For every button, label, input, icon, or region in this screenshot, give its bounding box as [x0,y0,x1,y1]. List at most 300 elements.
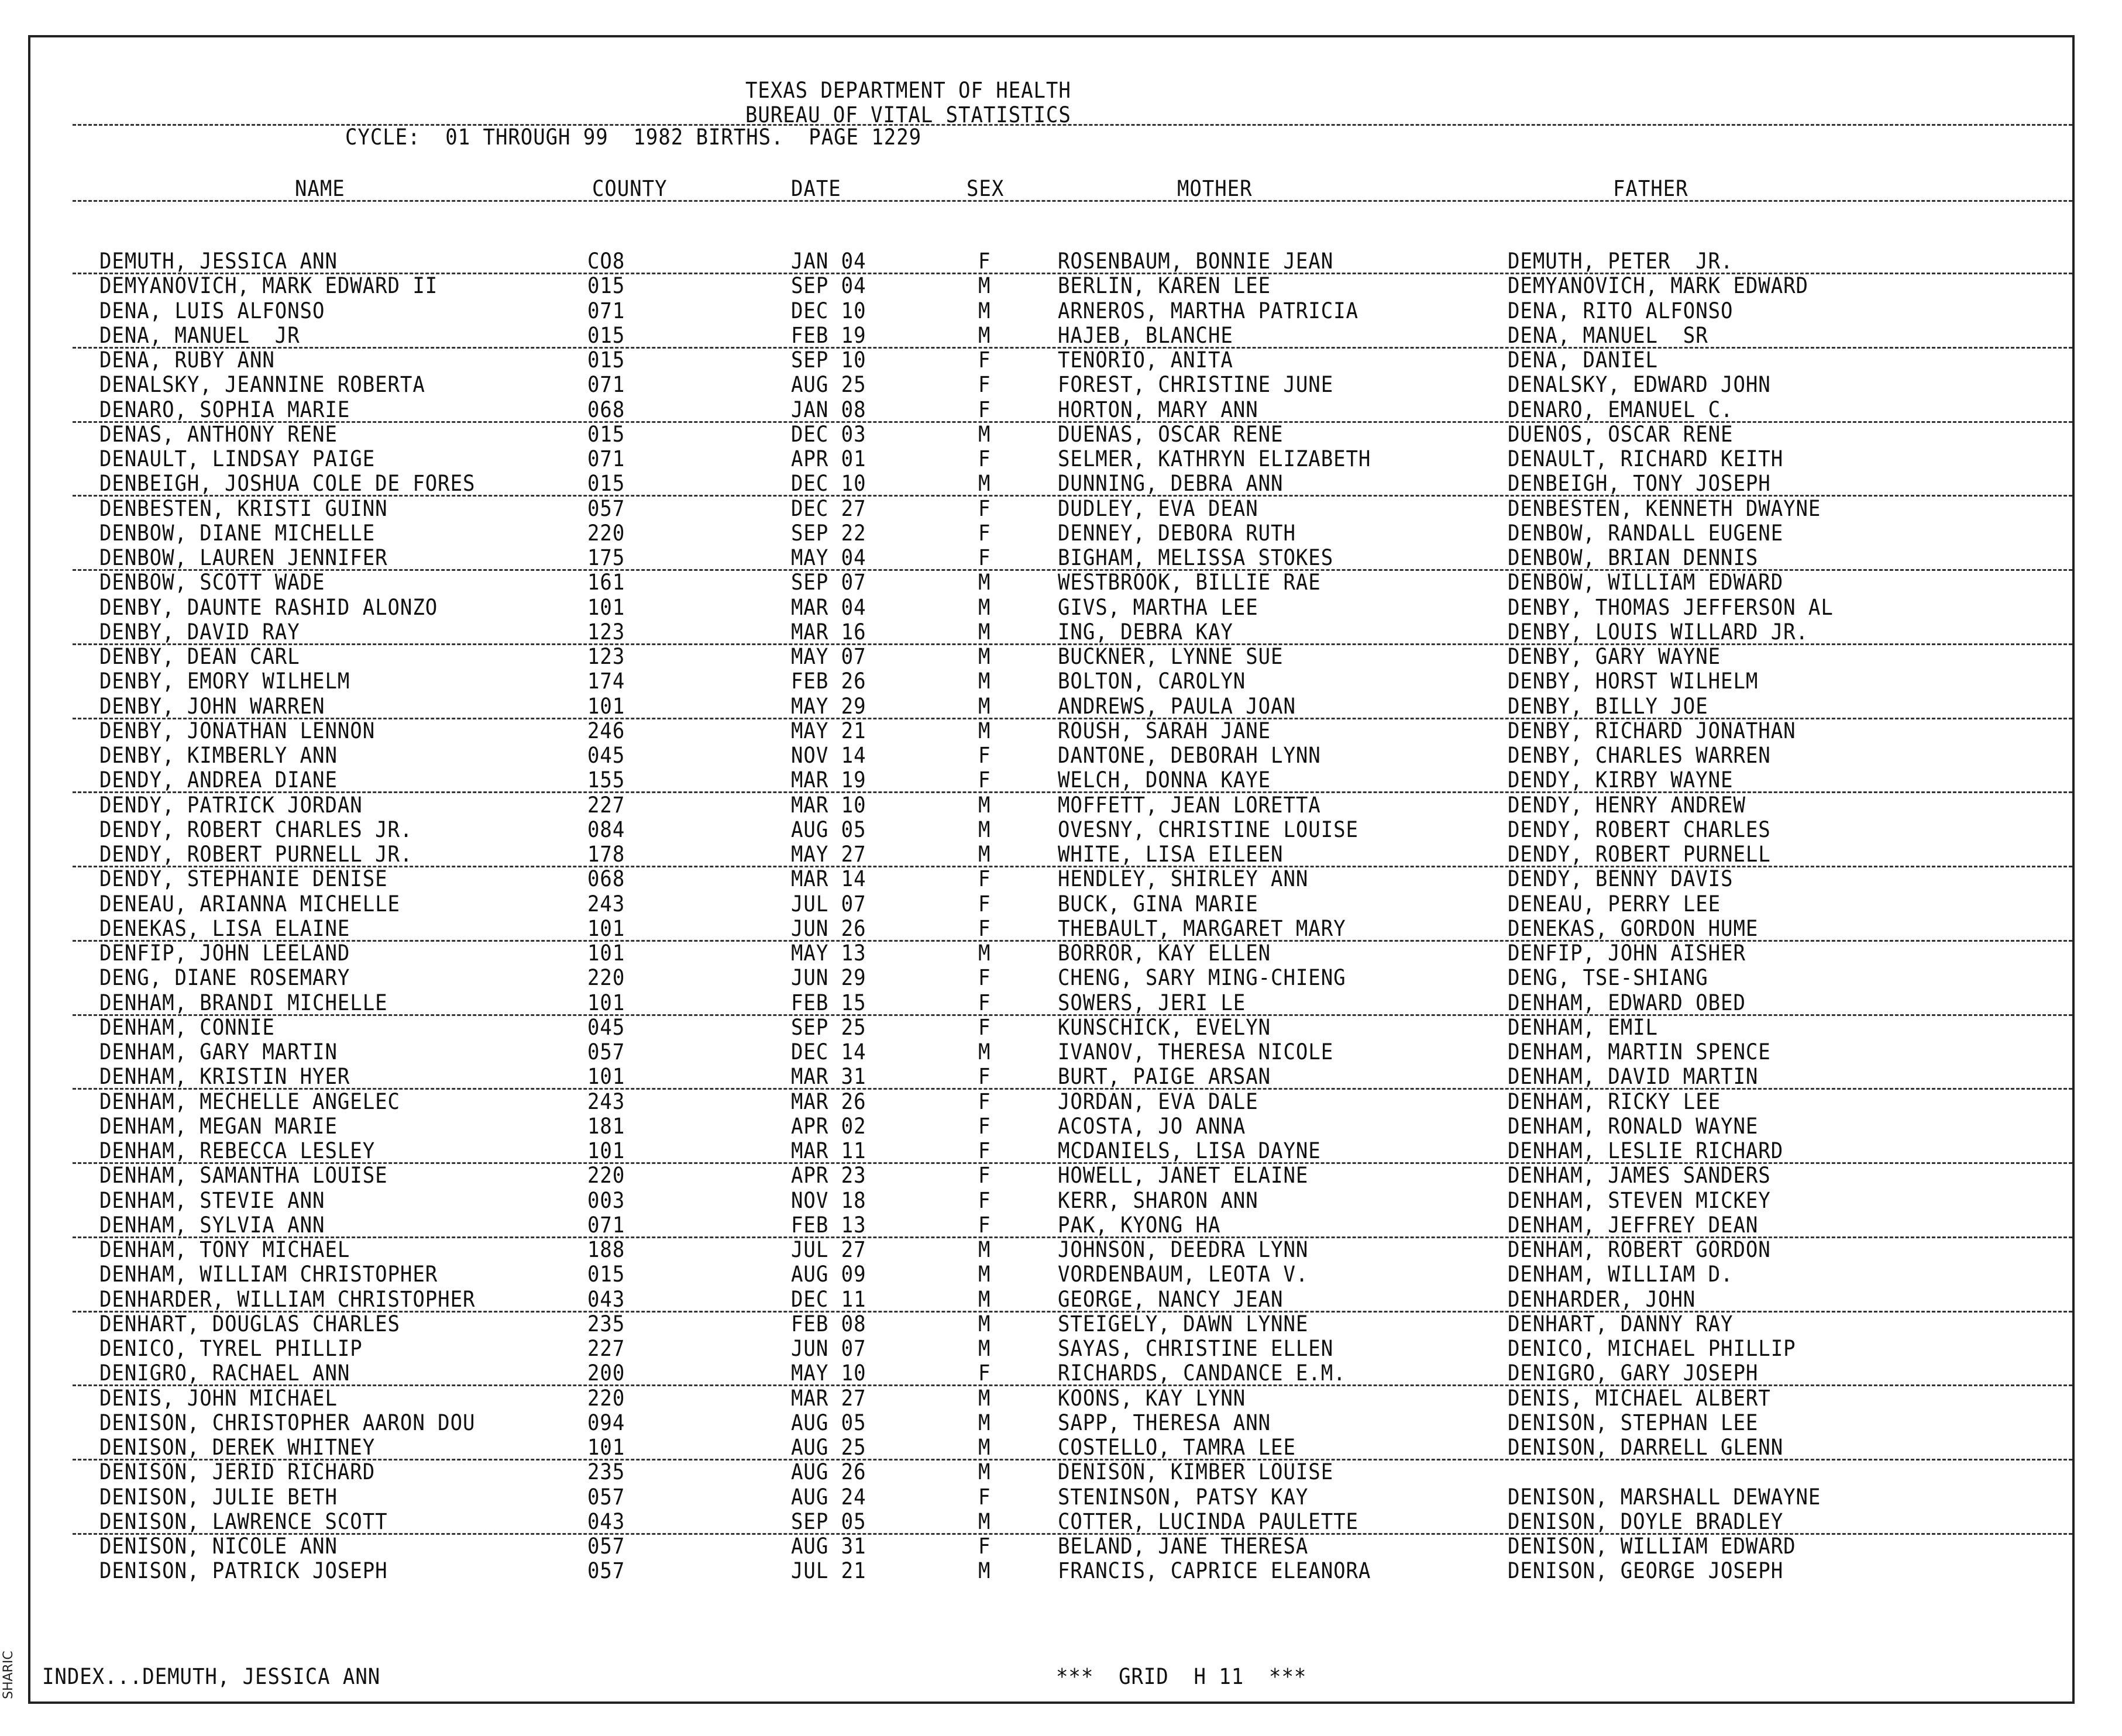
cell-date: JUL 27 [791,1237,866,1262]
cell-father: DENDY, ROBERT PURNELL [1508,842,1771,867]
cell-name: DENDY, ROBERT CHARLES JR. [99,817,413,842]
cell-sex: F [978,545,991,570]
cell-date: MAR 31 [791,1064,866,1090]
row-separator-rule [73,1533,2072,1535]
table-row [30,1534,2072,1559]
table-row [30,348,2072,373]
table-row [30,373,2072,397]
table-row [30,570,2072,595]
cell-sex: M [978,693,991,719]
table-row [30,1163,2072,1188]
cell-date: DEC 27 [791,495,866,521]
cell-name: DENDY, ROBERT PURNELL JR. [99,842,413,867]
cell-date: MAR 11 [791,1138,866,1163]
cell-sex: M [978,817,991,842]
cell-sex: F [978,1212,991,1238]
cell-date: MAY 27 [791,842,866,867]
cell-father: DENISON, DARRELL GLENN [1508,1435,1784,1460]
cell-date: MAR 26 [791,1089,866,1114]
cell-father: DENA, DANIEL [1508,347,1658,373]
cell-mother: BURT, PAIGE ARSAN [1058,1064,1271,1090]
cell-mother: DUNNING, DEBRA ANN [1058,471,1284,497]
cell-father: DENHAM, EDWARD OBED [1508,990,1746,1015]
cell-sex: F [978,866,991,892]
cell-date: FEB 08 [791,1311,866,1337]
cell-mother: SAPP, THERESA ANN [1058,1410,1271,1435]
table-row [30,669,2072,694]
cell-name: DENISON, JULIE BETH [99,1484,338,1510]
cell-mother: IVANOV, THERESA NICOLE [1058,1039,1334,1065]
cell-mother: GIVS, MARTHA LEE [1058,594,1258,620]
cell-father: DUENOS, OSCAR RENE [1508,421,1734,447]
table-row [30,1361,2072,1386]
cell-county: 015 [587,471,625,497]
table-row [30,398,2072,422]
cell-sex: F [978,1113,991,1139]
cell-sex: M [978,298,991,323]
table-row [30,1090,2072,1114]
cell-date: FEB 13 [791,1212,866,1238]
cell-name: DENBY, JONATHAN LENNON [99,718,376,743]
cell-mother: ROUSH, SARAH JANE [1058,718,1271,743]
cell-mother: KERR, SHARON ANN [1058,1187,1258,1213]
cell-county: 057 [587,495,625,521]
cell-mother: DUENAS, OSCAR RENE [1058,421,1284,447]
cell-mother: SAYAS, CHRISTINE ELLEN [1058,1336,1334,1361]
cell-date: SEP 25 [791,1014,866,1040]
cell-sex: M [978,273,991,299]
cell-date: AUG 31 [791,1534,866,1559]
cell-date: AUG 05 [791,817,866,842]
cell-father: DENDY, ROBERT CHARLES [1508,817,1771,842]
cell-date: SEP 10 [791,347,866,373]
cell-sex: F [978,1138,991,1163]
cell-date: MAY 13 [791,941,866,966]
cell-name: DENHAM, SYLVIA ANN [99,1212,325,1238]
row-separator-rule [73,273,2072,274]
cell-mother: SOWERS, JERI LE [1058,990,1246,1015]
cell-county: 071 [587,298,625,323]
cell-name: DENA, LUIS ALFONSO [99,298,325,323]
table-row [30,1015,2072,1040]
cell-date: AUG 05 [791,1410,866,1435]
table-row [30,694,2072,719]
cell-name: DENISON, NICOLE ANN [99,1534,338,1559]
cell-name: DENHAM, MECHELLE ANGELEC [99,1089,400,1114]
table-row [30,1312,2072,1337]
table-row [30,1411,2072,1435]
cell-county: 227 [587,792,625,818]
cell-father: DENFIP, JOHN AISHER [1508,941,1746,966]
cell-father: DENA, RITO ALFONSO [1508,298,1734,323]
cell-father: DENBOW, BRIAN DENNIS [1508,545,1759,570]
cell-sex: F [978,891,991,917]
cell-date: MAR 14 [791,866,866,892]
cell-father: DENBOW, WILLIAM EDWARD [1508,570,1784,595]
cell-county: 123 [587,644,625,669]
cell-mother: FRANCIS, CAPRICE ELEANORA [1058,1558,1371,1584]
cell-mother: CHENG, SARY MING-CHIENG [1058,965,1346,991]
table-row [30,546,2072,570]
cell-county: 178 [587,842,625,867]
table-row [30,842,2072,867]
cell-father: DENBY, RICHARD JONATHAN [1508,718,1796,743]
column-header-sex: SEX [967,176,1005,201]
cell-county: 057 [587,1039,625,1065]
row-separator-rule [73,1459,2072,1461]
column-header-name: NAME [295,176,345,201]
cell-county: 003 [587,1187,625,1213]
cell-sex: M [978,792,991,818]
cell-name: DENBESTEN, KRISTI GUINN [99,495,388,521]
cell-date: MAY 04 [791,545,866,570]
table-row [30,1040,2072,1065]
cell-name: DENIGRO, RACHAEL ANN [99,1360,350,1386]
table-row [30,1065,2072,1089]
cell-sex: F [978,1089,991,1114]
table-row [30,471,2072,496]
cell-sex: F [978,965,991,991]
row-separator-rule [73,495,2072,497]
cell-sex: M [978,1237,991,1262]
cell-date: APR 02 [791,1113,866,1139]
cell-sex: F [978,1534,991,1559]
table-row [30,941,2072,966]
cell-county: 123 [587,619,625,645]
cell-sex: M [978,594,991,620]
cell-county: 101 [587,1138,625,1163]
cell-father: DENBY, THOMAS JEFFERSON AL [1508,594,1834,620]
cell-date: JUN 07 [791,1336,866,1361]
cell-county: 015 [587,1262,625,1287]
cell-sex: M [978,1459,991,1485]
cell-name: DENHAM, BRANDI MICHELLE [99,990,388,1015]
row-separator-rule [73,1088,2072,1090]
cell-mother: WESTBROOK, BILLIE RAE [1058,570,1321,595]
cell-date: AUG 25 [791,372,866,398]
cell-mother: GEORGE, NANCY JEAN [1058,1286,1284,1312]
cell-mother: HENDLEY, SHIRLEY ANN [1058,866,1309,892]
cell-father: DENICO, MICHAEL PHILLIP [1508,1336,1796,1361]
cell-sex: M [978,1558,991,1584]
cell-date: MAR 04 [791,594,866,620]
cell-county: 235 [587,1311,625,1337]
cell-mother: COSTELLO, TAMRA LEE [1058,1435,1296,1460]
cell-county: 220 [587,965,625,991]
cell-county: 101 [587,1435,625,1460]
cell-county: 084 [587,817,625,842]
cell-father: DENHAM, JEFFREY DEAN [1508,1212,1759,1238]
table-row [30,917,2072,941]
cell-father: DENBY, LOUIS WILLARD JR. [1508,619,1808,645]
cell-father: DENHAM, RICKY LEE [1508,1089,1721,1114]
cell-county: 068 [587,397,625,422]
table-row [30,595,2072,620]
cell-name: DENBEIGH, JOSHUA COLE DE FORES [99,471,476,497]
table-row [30,1139,2072,1163]
cell-date: AUG 25 [791,1435,866,1460]
cell-sex: M [978,1311,991,1337]
cell-mother: DANTONE, DEBORAH LYNN [1058,743,1321,768]
table-row [30,1287,2072,1312]
table-row [30,323,2072,348]
cell-sex: F [978,249,991,274]
cell-date: MAY 29 [791,693,866,719]
cell-mother: ING, DEBRA KAY [1058,619,1233,645]
cell-sex: F [978,1064,991,1090]
table-row [30,1189,2072,1213]
cell-date: SEP 07 [791,570,866,595]
cell-mother: DENISON, KIMBER LOUISE [1058,1459,1334,1485]
cell-sex: M [978,619,991,645]
cell-father: DENISON, GEORGE JOSEPH [1508,1558,1784,1584]
cell-county: 071 [587,372,625,398]
cell-sex: F [978,743,991,768]
cell-mother: HORTON, MARY ANN [1058,397,1258,422]
cell-county: 220 [587,1163,625,1189]
cell-sex: F [978,347,991,373]
cell-county: 235 [587,1459,625,1485]
cycle-line: CYCLE: 01 THROUGH 99 1982 BIRTHS. PAGE 1229 [345,125,922,150]
cell-mother: VORDENBAUM, LEOTA V. [1058,1262,1309,1287]
cell-name: DENAULT, LINDSAY PAIGE [99,446,376,471]
cell-date: DEC 10 [791,471,866,497]
cell-county: 015 [587,273,625,299]
cell-date: MAY 10 [791,1360,866,1386]
cell-mother: ACOSTA, JO ANNA [1058,1113,1246,1139]
cell-date: AUG 26 [791,1459,866,1485]
cell-father: DENARO, EMANUEL C. [1508,397,1734,422]
cell-mother: STENINSON, PATSY KAY [1058,1484,1309,1510]
cell-sex: M [978,1435,991,1460]
cell-father: DENHAM, ROBERT GORDON [1508,1237,1771,1262]
cell-mother: BOLTON, CAROLYN [1058,669,1246,694]
cell-name: DENALSKY, JEANNINE ROBERTA [99,372,425,398]
cell-father: DENHAM, MARTIN SPENCE [1508,1039,1771,1065]
cell-county: 101 [587,990,625,1015]
cell-father: DENIGRO, GARY JOSEPH [1508,1360,1759,1386]
cell-father: DENBESTEN, KENNETH DWAYNE [1508,495,1821,521]
table-row [30,1337,2072,1361]
cell-county: 220 [587,1385,625,1411]
cell-mother: COTTER, LUCINDA PAULETTE [1058,1508,1359,1534]
document-frame [28,35,2075,1704]
cell-name: DENBOW, SCOTT WADE [99,570,325,595]
row-separator-rule [73,791,2072,793]
column-header-rule [73,200,2072,202]
cell-date: NOV 14 [791,743,866,768]
cell-sex: F [978,1163,991,1189]
table-row [30,497,2072,521]
cell-sex: F [978,990,991,1015]
cell-mother: ROSENBAUM, BONNIE JEAN [1058,249,1334,274]
cell-sex: M [978,1508,991,1534]
table-row [30,867,2072,891]
cell-sex: F [978,1014,991,1040]
cell-mother: ARNEROS, MARTHA PATRICIA [1058,298,1359,323]
cell-mother: FOREST, CHRISTINE JUNE [1058,372,1334,398]
cell-father: DENHAM, STEVEN MICKEY [1508,1187,1771,1213]
cell-mother: TENORIO, ANITA [1058,347,1233,373]
cell-name: DENHAM, WILLIAM CHRISTOPHER [99,1262,438,1287]
cell-name: DENISON, LAWRENCE SCOTT [99,1508,388,1534]
cell-sex: M [978,322,991,348]
cell-father: DENBEIGH, TONY JOSEPH [1508,471,1771,497]
table-row [30,768,2072,793]
cell-county: 246 [587,718,625,743]
cell-county: 043 [587,1508,625,1534]
cell-sex: F [978,1484,991,1510]
cell-name: DENHART, DOUGLAS CHARLES [99,1311,400,1337]
cell-father: DENHARDER, JOHN [1508,1286,1696,1312]
footer-index: INDEX...DEMUTH, JESSICA ANN [42,1664,381,1689]
cell-name: DEMYANOVICH, MARK EDWARD II [99,273,438,299]
table-row [30,299,2072,323]
cell-name: DENISON, JERID RICHARD [99,1459,376,1485]
cell-father: DENAULT, RICHARD KEITH [1508,446,1784,471]
table-row [30,1238,2072,1262]
cell-father: DENHAM, LESLIE RICHARD [1508,1138,1784,1163]
table-row [30,1114,2072,1139]
cell-father: DENA, MANUEL SR [1508,322,1708,348]
cell-date: DEC 10 [791,298,866,323]
cell-county: CO8 [587,249,625,274]
cell-mother: JOHNSON, DEEDRA LYNN [1058,1237,1309,1262]
cell-date: APR 01 [791,446,866,471]
cell-mother: HAJEB, BLANCHE [1058,322,1233,348]
row-separator-rule [73,1384,2072,1386]
cell-father: DENIS, MICHAEL ALBERT [1508,1385,1771,1411]
cell-county: 094 [587,1410,625,1435]
cell-date: APR 23 [791,1163,866,1189]
row-separator-rule [73,347,2072,349]
cell-date: FEB 15 [791,990,866,1015]
cell-sex: M [978,1286,991,1312]
table-row [30,1559,2072,1583]
column-header-father: FATHER [1613,176,1688,201]
footer-grid: *** GRID H 11 *** [1056,1664,1307,1689]
cell-county: 188 [587,1237,625,1262]
cell-name: DENBY, DAUNTE RASHID ALONZO [99,594,438,620]
cell-name: DEMUTH, JESSICA ANN [99,249,338,274]
cell-name: DENHAM, GARY MARTIN [99,1039,338,1065]
cell-sex: F [978,495,991,521]
cell-date: JUL 21 [791,1558,866,1584]
cell-name: DENISON, PATRICK JOSEPH [99,1558,388,1584]
column-header-mother: MOTHER [1177,176,1253,201]
cell-father: DENBY, HORST WILHELM [1508,669,1759,694]
row-separator-rule [73,1236,2072,1238]
cell-name: DENHAM, TONY MICHAEL [99,1237,350,1262]
cell-name: DENISON, DEREK WHITNEY [99,1435,376,1460]
cell-date: NOV 18 [791,1187,866,1213]
cell-name: DENHAM, STEVIE ANN [99,1187,325,1213]
cell-county: 101 [587,594,625,620]
cell-father: DENBY, BILLY JOE [1508,693,1708,719]
cell-county: 057 [587,1534,625,1559]
cell-name: DENHARDER, WILLIAM CHRISTOPHER [99,1286,476,1312]
table-row [30,1435,2072,1460]
cell-father: DEMYANOVICH, MARK EDWARD [1508,273,1808,299]
cell-name: DENDY, STEPHANIE DENISE [99,866,388,892]
cell-name: DENHAM, REBECCA LESLEY [99,1138,376,1163]
cell-father: DENDY, HENRY ANDREW [1508,792,1746,818]
cell-father: DENISON, WILLIAM EDWARD [1508,1534,1796,1559]
cell-father: DENHAM, EMIL [1508,1014,1658,1040]
table-row [30,1485,2072,1510]
cell-sex: M [978,421,991,447]
table-row [30,1213,2072,1238]
cell-county: 243 [587,1089,625,1114]
cell-mother: STEIGELY, DAWN LYNNE [1058,1311,1309,1337]
table-row [30,422,2072,447]
cell-father: DENDY, BENNY DAVIS [1508,866,1734,892]
cell-date: JAN 08 [791,397,866,422]
header-subtitle: BUREAU OF VITAL STATISTICS [745,102,1071,128]
cell-date: AUG 24 [791,1484,866,1510]
row-separator-rule [73,1162,2072,1164]
cell-county: 015 [587,322,625,348]
cell-mother: SELMER, KATHRYN ELIZABETH [1058,446,1371,471]
cell-mother: BERLIN, KAREN LEE [1058,273,1271,299]
cell-sex: M [978,842,991,867]
cell-father: DEMUTH, PETER JR. [1508,249,1734,274]
cell-date: DEC 11 [791,1286,866,1312]
cell-name: DENARO, SOPHIA MARIE [99,397,350,422]
cell-mother: ANDREWS, PAULA JOAN [1058,693,1296,719]
cell-county: 101 [587,1064,625,1090]
cell-father: DENBOW, RANDALL EUGENE [1508,520,1784,546]
cell-mother: OVESNY, CHRISTINE LOUISE [1058,817,1359,842]
cell-father: DENG, TSE-SHIANG [1508,965,1708,991]
cell-date: MAR 10 [791,792,866,818]
cell-date: SEP 04 [791,273,866,299]
cell-name: DENG, DIANE ROSEMARY [99,965,350,991]
table-row [30,447,2072,471]
cell-mother: THEBAULT, MARGARET MARY [1058,915,1346,941]
cell-county: 200 [587,1360,625,1386]
cell-date: MAR 19 [791,767,866,793]
cell-sex: M [978,669,991,694]
cell-sex: M [978,1262,991,1287]
row-separator-rule [73,866,2072,867]
cell-date: MAY 21 [791,718,866,743]
cell-date: SEP 22 [791,520,866,546]
cell-date: AUG 09 [791,1262,866,1287]
cell-name: DENBY, EMORY WILHELM [99,669,350,694]
side-label: SHARIC [1,1651,16,1699]
table-row [30,818,2072,842]
cell-name: DENHAM, CONNIE [99,1014,275,1040]
cell-county: 057 [587,1484,625,1510]
cell-date: JUL 07 [791,891,866,917]
cell-county: 155 [587,767,625,793]
cell-sex: F [978,520,991,546]
cell-mother: WHITE, LISA EILEEN [1058,842,1284,867]
cell-father: DENHAM, JAMES SANDERS [1508,1163,1771,1189]
cell-county: 043 [587,1286,625,1312]
table-row [30,620,2072,645]
row-separator-rule [73,718,2072,719]
cell-county: 015 [587,421,625,447]
cell-sex: F [978,767,991,793]
cell-name: DENDY, PATRICK JORDAN [99,792,363,818]
row-separator-rule [73,569,2072,571]
cell-mother: BIGHAM, MELISSA STOKES [1058,545,1334,570]
table-row [30,1262,2072,1287]
cell-sex: M [978,644,991,669]
cell-father: DENHAM, DAVID MARTIN [1508,1064,1759,1090]
